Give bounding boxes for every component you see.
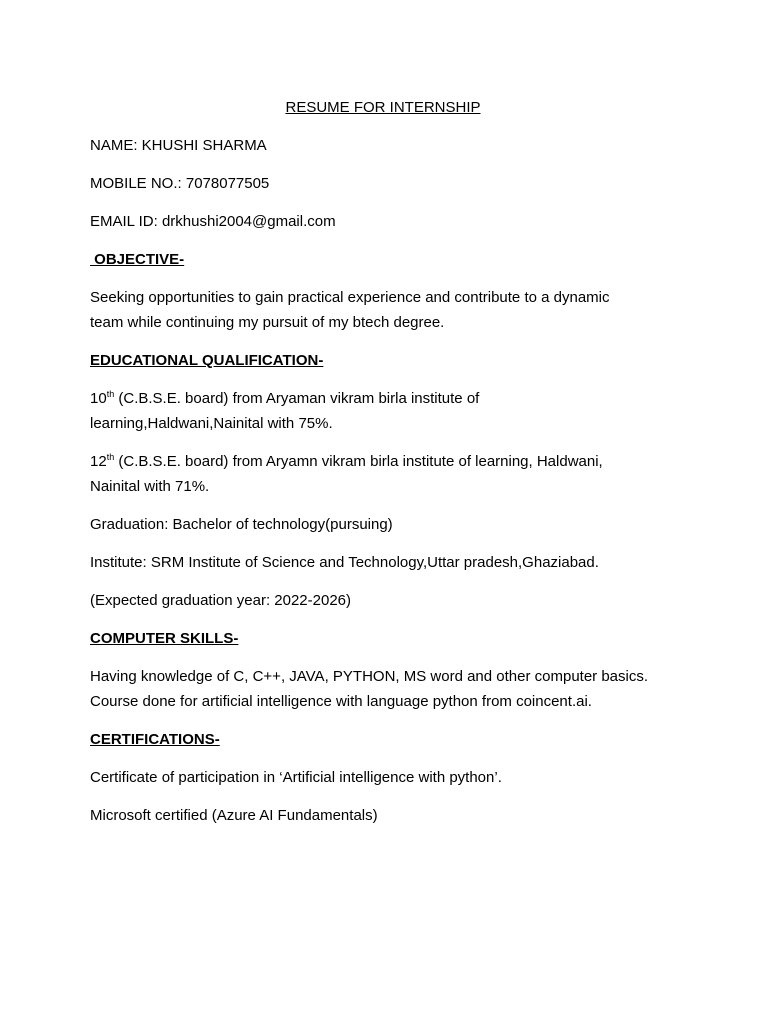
skills-line-2: Course done for artificial intelligence with language python from coincent.ai. [90,693,592,710]
email-line: EMAIL ID: drkhushi2004@gmail.com [90,213,336,230]
objective-paragraph [90,285,690,335]
twelfth-superscript: th [106,452,115,462]
twelfth-line-2: Nainital with 71%. [90,478,210,495]
tenth-line-2: learning,Haldwani,Nainital with 75%. [90,415,333,432]
education-heading: EDUCATIONAL QUALIFICATION- [90,352,324,369]
objective-line-2: team while continuing my pursuit of my btech degree. [90,314,445,331]
skills-paragraph [90,664,690,714]
certifications-heading: CERTIFICATIONS- [90,731,220,748]
expected-graduation-line: (Expected graduation year: 2022-2026) [90,592,352,609]
twelfth-line-1 [90,449,690,474]
tenth-line-1 [90,386,690,411]
objective-heading [90,247,690,272]
twelfth-number: 12 [90,453,107,470]
skills-line-1: Having knowledge of C, C++, JAVA, PYTHON, MS word and other computer basics. [90,668,649,685]
tenth-number: 10 [90,390,107,407]
objective-heading-text: OBJECTIVE- [90,251,185,268]
certification-item-1: Certificate of participation in ‘Artificial intelligence with python’. [90,769,502,786]
mobile-line: MOBILE NO.: 7078077505 [90,175,270,192]
twelfth-text: (C.B.S.E. board) from Aryamn vikram birla institute of learning, Haldwani, [114,453,603,470]
tenth-superscript: th [106,389,115,399]
twelfth-qualification [90,449,690,499]
certification-item-2: Microsoft certified (Azure AI Fundamentals) [90,807,378,824]
institute-line: Institute: SRM Institute of Science and Technology,Uttar pradesh,Ghaziabad. [90,554,599,571]
graduation-line: Graduation: Bachelor of technology(pursuing) [90,516,393,533]
tenth-qualification [90,386,690,436]
resume-title: RESUME FOR INTERNSHIP [285,99,481,116]
name-line: NAME: KHUSHI SHARMA [90,137,267,154]
tenth-text: (C.B.S.E. board) from Aryaman vikram birla institute of [114,390,480,407]
objective-line-1: Seeking opportunities to gain practical experience and contribute to a dynamic [90,289,610,306]
skills-heading: COMPUTER SKILLS- [90,630,239,647]
resume-body [90,95,690,841]
